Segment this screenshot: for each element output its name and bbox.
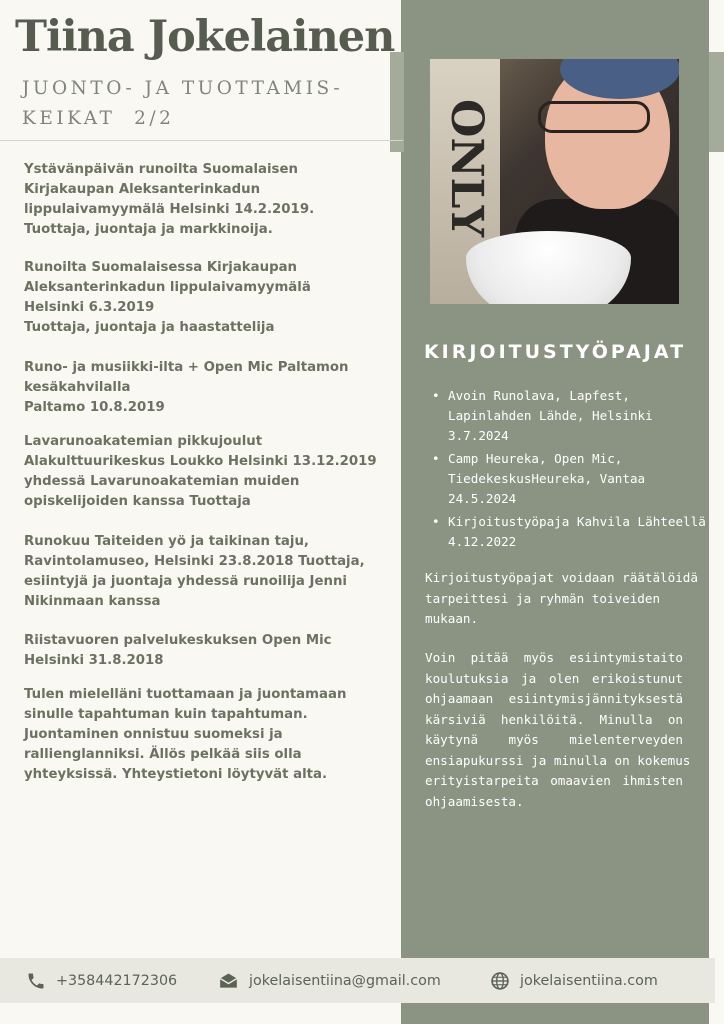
word: ensiapukurssi ja minulla on kokemus bbox=[425, 752, 691, 768]
person-name: Tiina Jokelainen bbox=[15, 12, 395, 62]
event-line: Helsinki 6.3.2019 bbox=[24, 300, 155, 315]
description-line bbox=[425, 648, 683, 669]
decorative-accent-left bbox=[390, 52, 404, 152]
event-item bbox=[24, 532, 394, 612]
description-line bbox=[425, 730, 683, 751]
workshop-item bbox=[432, 449, 692, 509]
event-line: Tulen mielelläni tuottamaan ja juontamaan bbox=[24, 687, 347, 702]
workshop-line: Lapinlahden Lähde, Helsinki bbox=[448, 408, 653, 423]
word: olen bbox=[548, 670, 580, 686]
description-line: Kirjoitustyöpajat voidaan räätälöidä bbox=[425, 570, 698, 585]
event-line: rallienglanniksi. Ällös pelkää siis olla bbox=[24, 747, 302, 762]
event-line: Runoilta Suomalaisessa Kirjakaupan bbox=[24, 260, 298, 275]
event-line: Tuottaja, juontaja ja haastattelija bbox=[24, 320, 275, 335]
description-line: tarpeittesi ja ryhmän toiveiden bbox=[425, 590, 661, 606]
workshop-line: • Avoin Runolava, Lapfest, bbox=[448, 388, 630, 403]
decorative-accent-right bbox=[709, 52, 724, 152]
globe-icon bbox=[490, 971, 510, 991]
word: henkilöitä. bbox=[500, 711, 585, 727]
word: ohjaamaan bbox=[425, 691, 494, 706]
workshop-item bbox=[432, 386, 692, 446]
header-divider bbox=[0, 140, 403, 141]
workshop-item bbox=[432, 512, 706, 552]
event-line: Runokuu Taiteiden yö ja taikinan taju, bbox=[24, 534, 309, 549]
workshop-list bbox=[432, 386, 706, 552]
event-line: yhteyksissä. Yhteystietoni löytyvät alta. bbox=[24, 767, 328, 782]
word: ihmisten bbox=[622, 773, 683, 788]
description-line bbox=[425, 689, 683, 710]
event-item bbox=[24, 258, 394, 338]
description-line bbox=[425, 669, 683, 690]
word: erityistarpeita bbox=[425, 773, 539, 788]
word: koulutuksia bbox=[425, 670, 509, 686]
event-line: Aleksanterinkadun lippulaivamyymälä bbox=[24, 280, 311, 295]
word: esiintymistaito bbox=[569, 650, 683, 665]
description-line bbox=[425, 710, 683, 731]
word: mielenterveyden bbox=[569, 732, 683, 747]
word: myös bbox=[508, 732, 539, 747]
event-line: Ravintolamuseo, Helsinki 23.8.2018 Tuottaja, bbox=[24, 554, 365, 569]
subtitle-line: KEIKAT 2/2 bbox=[22, 108, 175, 129]
word: Minulla bbox=[599, 711, 653, 727]
profile-photo bbox=[430, 59, 679, 304]
phone-contact[interactable] bbox=[26, 971, 177, 991]
page-subtitle bbox=[22, 74, 382, 134]
photo-poster-text: ONLY bbox=[441, 99, 492, 238]
description-line: mukaan. bbox=[425, 611, 479, 626]
envelope-icon bbox=[218, 971, 239, 991]
event-line: Lavarunoakatemian pikkujoulut bbox=[24, 434, 263, 449]
event-line: Kirjakaupan Aleksanterinkadun bbox=[24, 182, 261, 197]
event-line: Ystävänpäivän runoilta Suomalaisen bbox=[24, 162, 298, 177]
photo-coffee-cup bbox=[466, 231, 631, 304]
word: pitää bbox=[470, 650, 509, 665]
description-line bbox=[425, 771, 683, 792]
word: omaavien bbox=[550, 773, 611, 788]
speaking-training-description bbox=[425, 648, 691, 812]
workshop-line: • Kirjoitustyöpaja Kahvila Lähteellä bbox=[448, 514, 706, 529]
event-line: Paltamo 10.8.2019 bbox=[24, 400, 165, 415]
event-item bbox=[24, 358, 394, 418]
event-line: yhdessä Lavarunoakatemian muiden bbox=[24, 474, 300, 489]
event-line: kesäkahvilalla bbox=[24, 380, 131, 395]
workshops-title: KIRJOITUSTYÖPAJAT bbox=[423, 341, 687, 363]
subtitle-line: JUONTO- JA TUOTTAMIS- bbox=[22, 78, 344, 99]
event-line: Riistavuoren palvelukeskuksen Open Mic bbox=[24, 633, 332, 648]
event-line: esiintyjä ja juontaja yhdessä runoilija Jenni bbox=[24, 574, 347, 589]
word: on bbox=[667, 711, 683, 727]
word: ja bbox=[521, 670, 537, 686]
event-item bbox=[24, 631, 394, 671]
email-address[interactable]: jokelaisentiina@gmail.com bbox=[249, 973, 441, 989]
workshop-line: 3.7.2024 bbox=[448, 428, 509, 443]
workshop-description bbox=[425, 568, 698, 630]
email-contact[interactable] bbox=[218, 971, 441, 991]
website-contact[interactable] bbox=[490, 971, 658, 991]
event-line: Helsinki 31.8.2018 bbox=[24, 653, 164, 668]
event-item bbox=[24, 160, 394, 240]
website-url[interactable]: jokelaisentiina.com bbox=[520, 973, 658, 989]
event-line: Alakulttuurikeskus Loukko Helsinki 13.12.2019 bbox=[24, 454, 377, 469]
word: käytynä bbox=[425, 732, 479, 747]
event-line: Tuottaja, juontaja ja markkinoija. bbox=[24, 222, 273, 237]
event-line: Juontaminen onnistuu suomeksi ja bbox=[24, 727, 283, 742]
word: ohjaamisesta. bbox=[425, 793, 524, 809]
description-line bbox=[425, 751, 691, 772]
word: erikoistunut bbox=[591, 670, 683, 686]
workshop-line: • Camp Heureka, Open Mic, bbox=[448, 451, 623, 466]
description-line bbox=[425, 792, 683, 813]
workshop-line: TiedekeskusHeureka, Vantaa bbox=[448, 471, 646, 486]
event-item bbox=[24, 432, 394, 512]
word: myös bbox=[523, 650, 555, 665]
event-line: Nikinmaan kanssa bbox=[24, 594, 161, 609]
event-list bbox=[24, 160, 394, 785]
phone-number[interactable]: +358442172306 bbox=[56, 973, 178, 989]
photo-glasses bbox=[538, 101, 650, 133]
workshop-line: 24.5.2024 bbox=[448, 491, 517, 506]
closing-paragraph bbox=[24, 685, 394, 785]
event-line: opiskelijoiden kanssa Tuottaja bbox=[24, 494, 251, 509]
word: Voin bbox=[425, 650, 456, 665]
word: kärsiviä bbox=[425, 711, 486, 727]
event-line: lippulaivamyymälä Helsinki 14.2.2019. bbox=[24, 202, 315, 217]
phone-icon bbox=[26, 971, 46, 991]
workshop-line: 4.12.2022 bbox=[448, 534, 517, 549]
event-line: Runo- ja musiikki-ilta + Open Mic Paltamon bbox=[24, 360, 349, 375]
event-line: sinulle tapahtuman kuin tapahtuman. bbox=[24, 707, 308, 722]
word: esiintymisjännityksestä bbox=[508, 691, 683, 706]
